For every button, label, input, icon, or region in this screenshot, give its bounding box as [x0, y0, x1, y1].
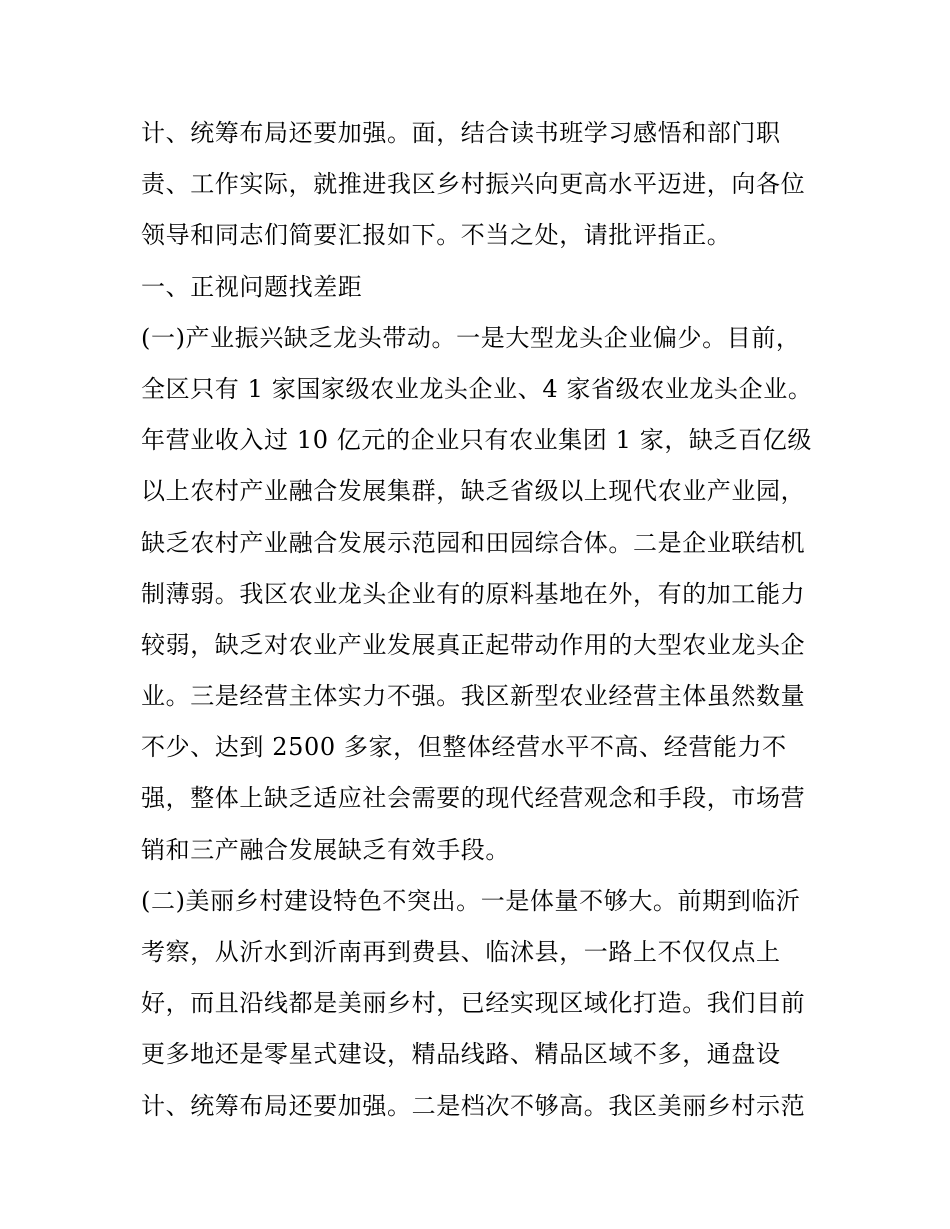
- document-body: [141, 108, 821, 1132]
- text-line: 责、工作实际，就推进我区乡村振兴向更高水平迈进，向各位: [141, 170, 806, 199]
- subsection-heading-line: (二)美丽乡村建设特色不突出。一是体量不够大。前期到临沂: [141, 886, 801, 915]
- text-line: 业。三是经营主体实力不强。我区新型农业经营主体虽然数量: [141, 682, 806, 711]
- subsection-heading-line: (一)产业振兴缺乏龙头带动。一是大型龙头企业偏少。目前，: [141, 323, 801, 352]
- text-line: 年营业收入过 10 亿元的企业只有农业集团 1 家，缺乏百亿级: [141, 426, 812, 455]
- text-line: 较弱，缺乏对农业产业发展真正起带动作用的大型农业龙头企: [141, 630, 806, 659]
- text-line: 销和三产融合发展缺乏有效手段。: [141, 835, 510, 864]
- text-line: 好，而且沿线都是美丽乡村，已经实现区域化打造。我们目前: [141, 989, 806, 1018]
- text-line: 以上农村产业融合发展集群，缺乏省级以上现代农业产业园，: [141, 477, 806, 506]
- text-line: 制薄弱。我区农业龙头企业有的原料基地在外，有的加工能力: [141, 579, 806, 608]
- text-line: 更多地还是零星式建设，精品线路、精品区域不多，通盘设: [141, 1040, 781, 1069]
- section-heading: 一、正视问题找差距: [141, 272, 363, 301]
- text-line: 强，整体上缺乏适应社会需要的现代经营观念和手段，市场营: [141, 784, 806, 813]
- text-line: 缺乏农村产业融合发展示范园和田园综合体。二是企业联结机: [141, 528, 806, 557]
- text-line: 不少、达到 2500 多家，但整体经营水平不高、经营能力不: [141, 733, 787, 762]
- text-line: 全区只有 1 家国家级农业龙头企业、4 家省级农业龙头企业。: [141, 374, 813, 403]
- text-line: 计、统筹布局还要加强。面，结合读书班学习感悟和部门职: [141, 119, 781, 147]
- text-line: 计、统筹布局还要加强。二是档次不够高。我区美丽乡村示范: [141, 1091, 806, 1120]
- text-line: 领导和同志们简要汇报如下。不当之处，请批评指正。: [141, 221, 732, 250]
- text-line: 考察，从沂水到沂南再到费县、临沭县，一路上不仅仅点上: [141, 938, 781, 966]
